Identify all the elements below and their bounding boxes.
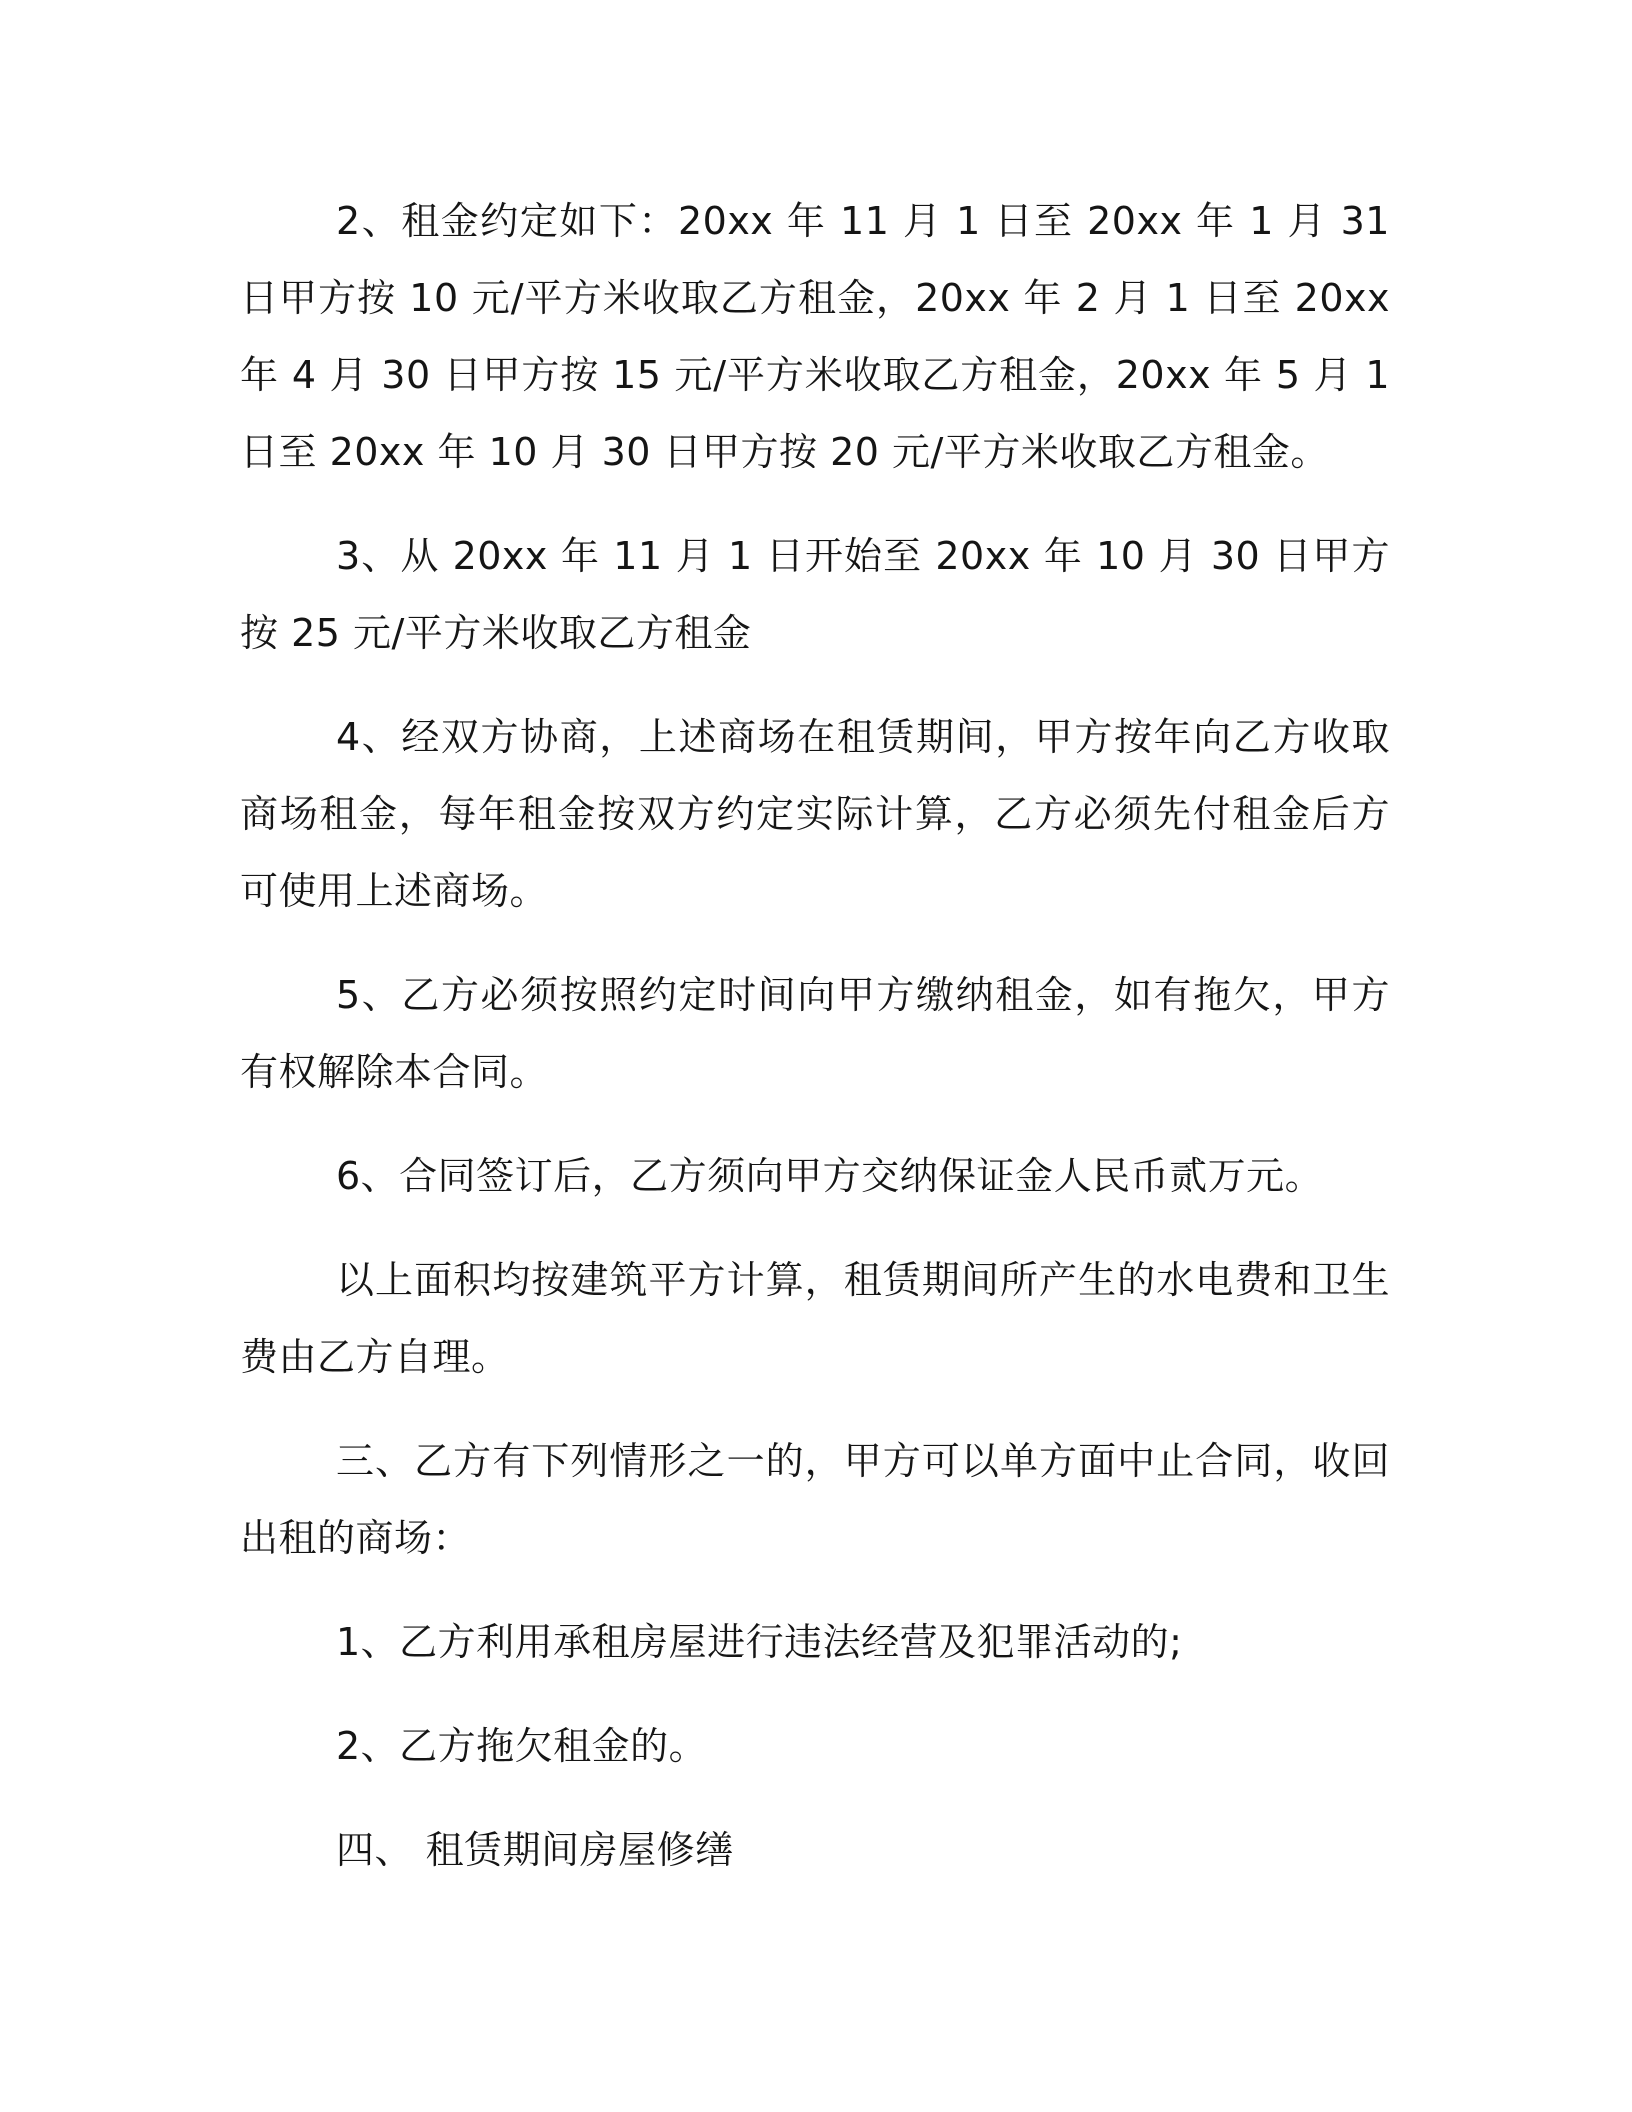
paragraph-area-and-fees: 以上面积均按建筑平方计算，租赁期间所产生的水电费和卫生费由乙方自理。 [240,1258,1390,1379]
paragraph-rent-rate: 3、从 20xx 年 11 月 1 日开始至 20xx 年 10 月 30 日甲方按 25 元/平方米收取乙方租金 [240,534,1390,655]
list-item-illegal-activity: 1、乙方利用承租房屋进行违法经营及犯罪活动的; [336,1620,1183,1664]
paragraph-annual-rent: 4、经双方协商，上述商场在租赁期间，甲方按年向乙方收取商场租金，每年租金按双方约定实际计算，乙方必须先付租金后方可使用上述商场。 [240,715,1390,913]
section-heading-termination: 三、乙方有下列情形之一的，甲方可以单方面中止合同，收回出租的商场： [240,1439,1390,1560]
paragraph-payment-terms: 5、乙方必须按照约定时间向甲方缴纳租金，如有拖欠，甲方有权解除本合同。 [240,973,1390,1094]
document-body [240,183,1390,1916]
paragraph-deposit: 6、合同签订后，乙方须向甲方交纳保证金人民币贰万元。 [336,1154,1324,1198]
section-heading-repairs: 四、 租赁期间房屋修缮 [336,1828,734,1872]
list-item-rent-arrears: 2、乙方拖欠租金的。 [336,1724,708,1768]
paragraph-rent-schedule: 2、租金约定如下：20xx 年 11 月 1 日至 20xx 年 1 月 31 日甲方按 10 元/平方米收取乙方租金，20xx 年 2 月 1 日至 20xx 年 4 月 30 日甲方按 15 元/平方米收取乙方租金，20xx 年 5 月 1 日至 20xx 年 10 月 30 日甲方按 20 元/平方米收取乙方租金。 [240,199,1390,474]
